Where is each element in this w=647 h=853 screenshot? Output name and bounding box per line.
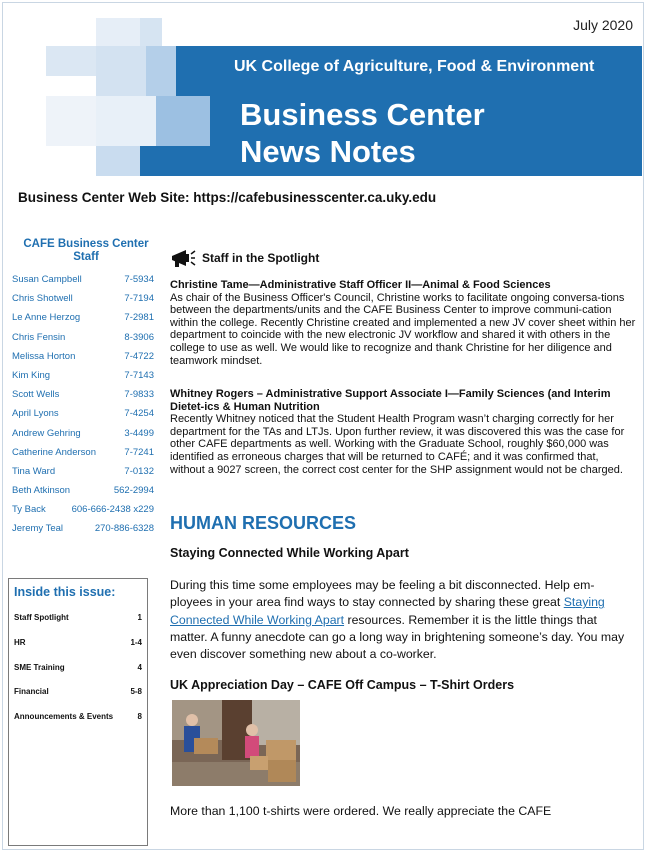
newsletter-title: [240, 96, 485, 170]
staff-name: Le Anne Herzog: [12, 312, 81, 324]
hr-paragraph-1-text-a: During this time some employees may be feeling a bit disconnected. Help em-ployees in your area find ways to stay connected by sharing these great: [170, 578, 595, 610]
issue-contents-row: [14, 613, 142, 638]
issue-section-label: Announcements & Events: [14, 712, 114, 722]
staff-name: Kim King: [12, 369, 51, 381]
staff-name: Jeremy Teal: [12, 523, 64, 535]
staff-row: [8, 349, 156, 368]
staff-phone: 3-4499: [124, 427, 154, 439]
staff-name: Scott Wells: [12, 389, 60, 401]
spotlight-item-1-body: As chair of the Business Officer's Council, Christine works to facilitate ongoing conversa-tions between the departments/units and the CAFE Business Center to improve communi-cation within the college. Recently Christine created and implemented a new JV cover sheet within her department to coincide with the new electronic JV workflow and shared it with others in the college to use as well. We would like to recognize and thank Christine for her diligence and teamwork mindset.: [170, 291, 636, 367]
header-square: [156, 96, 210, 146]
staff-heading-line-1: CAFE Business Center: [23, 238, 149, 250]
issue-section-label: HR: [14, 637, 26, 647]
header-square: [46, 96, 96, 146]
tshirt-boxes-photo: [172, 700, 300, 786]
staff-row: [8, 330, 156, 349]
staff-row: [8, 445, 156, 464]
title-line-2: News Notes: [240, 134, 416, 169]
issue-section-label: Financial: [14, 687, 49, 697]
header-square: [96, 96, 156, 146]
photo-caption: More than 1,100 t-shirts were ordered. We really appreciate the CAFE: [170, 804, 552, 818]
staff-name: Andrew Gehring: [12, 427, 81, 439]
staff-row: [8, 310, 156, 329]
title-line-1: Business Center: [240, 97, 485, 132]
staff-name: Catherine Anderson: [12, 446, 96, 458]
issue-section-label: SME Training: [14, 662, 65, 672]
issue-section-page: 1: [137, 613, 142, 622]
staff-name: Melissa Horton: [12, 350, 76, 362]
header-square: [46, 46, 96, 76]
staff-heading-line-2: Staff: [73, 251, 99, 263]
spotlight-item-2: [170, 388, 636, 476]
issue-contents-row: [14, 638, 142, 663]
staff-name: April Lyons: [12, 408, 59, 420]
header-square: [146, 46, 176, 96]
issue-contents-row: [14, 712, 142, 737]
staff-phone: 606-666-2438 x229: [71, 504, 154, 516]
staff-phone: 7-7241: [124, 446, 154, 458]
staff-row: [8, 387, 156, 406]
issue-section-page: 5-8: [130, 687, 142, 697]
staff-row: [8, 483, 156, 502]
staff-phone: 7-4254: [124, 408, 154, 420]
staff-row: [8, 502, 156, 521]
issue-contents-row: [14, 663, 142, 688]
staff-row: [8, 521, 156, 540]
header-square: [96, 146, 140, 176]
issue-section-label: Staff Spotlight: [14, 613, 69, 622]
inside-this-issue-box: [8, 578, 148, 846]
staff-name: Susan Campbell: [12, 274, 82, 285]
header-square: [140, 18, 162, 46]
header-square: [96, 46, 146, 96]
staff-phone: 7-2981: [124, 312, 154, 324]
staff-phone: 8-3906: [124, 331, 154, 343]
staying-connected-link[interactable]: Staying Connected While Working Apart: [170, 595, 605, 627]
spotlight-heading: [170, 248, 319, 268]
staff-row: [8, 406, 156, 425]
staff-phone: 7-5934: [124, 274, 154, 285]
staff-phone: 562-2994: [113, 485, 154, 497]
spotlight-heading-text: Staff in the Spotlight: [202, 251, 320, 265]
staff-phone: 7-7143: [124, 369, 154, 381]
staff-name: Chris Fensin: [12, 331, 66, 343]
header-square: [96, 18, 140, 46]
hr-subheading-1: Staying Connected While Working Apart: [170, 546, 409, 560]
staff-row: [8, 368, 156, 387]
staff-phone: 7-4722: [124, 350, 154, 362]
staff-row: [8, 426, 156, 445]
spotlight-item-2-title: Whitney Rogers – Administrative Support Associate I—Family Sciences (and Interim Dietet-ics & Human Nutrition: [170, 388, 611, 413]
staff-directory: [8, 238, 156, 541]
issue-section-page: 4: [137, 662, 142, 672]
issue-section-page: 8: [137, 712, 142, 722]
spotlight-item-1-title: Christine Tame—Administrative Staff Officer II—Animal & Food Sciences: [170, 279, 551, 291]
staff-name: Tina Ward: [12, 465, 56, 477]
staff-phone: 7-9833: [124, 389, 154, 401]
spotlight-item-1: [170, 279, 636, 367]
staff-name: Ty Back: [12, 504, 46, 516]
issue-contents-row: [14, 687, 142, 712]
staff-name: Chris Shotwell: [12, 293, 73, 305]
staff-name: Beth Atkinson: [12, 485, 71, 497]
megaphone-icon: [170, 248, 196, 268]
hr-paragraph-1-text-b: resources. Remember it is the little things that matter. A funny anecdote can go a long way in brightening someone’s day. You may even discover something new about a co-worker.: [170, 612, 625, 662]
inside-title: Inside this issue:: [14, 585, 116, 599]
issue-section-page: 1-4: [130, 637, 142, 647]
issue-date: July 2020: [573, 17, 633, 33]
spotlight-item-2-body: Recently Whitney noticed that the Student Health Program wasn’t charging correctly for her department for the TAs and LTJs. Upon further review, it was discovered this was the case for other CAFE departments as well. Working with the Graduate School, roughly $60,000 was identified as erroneous charges that will be returned to CAFÉ; and it was confirmed that, without a 9027 screen, the correct cost center for the SHP assignment would not be charged.: [170, 413, 625, 476]
staff-heading: [8, 238, 156, 264]
staff-phone: 7-7194: [124, 293, 154, 305]
staff-phone: 270-886-6328: [94, 523, 154, 535]
college-name: UK College of Agriculture, Food & Environment: [234, 58, 595, 75]
hr-subheading-2: UK Appreciation Day – CAFE Off Campus – T-Shirt Orders: [170, 678, 515, 692]
website-line[interactable]: Business Center Web Site: https://cafebusinesscenter.ca.uky.edu: [18, 190, 437, 205]
staff-row: [8, 272, 156, 291]
staff-phone: 7-0132: [124, 465, 154, 477]
hr-section-title: HUMAN RESOURCES: [170, 513, 357, 533]
hr-paragraph-1: [170, 577, 636, 663]
staff-row: [8, 291, 156, 310]
staff-row: [8, 464, 156, 483]
